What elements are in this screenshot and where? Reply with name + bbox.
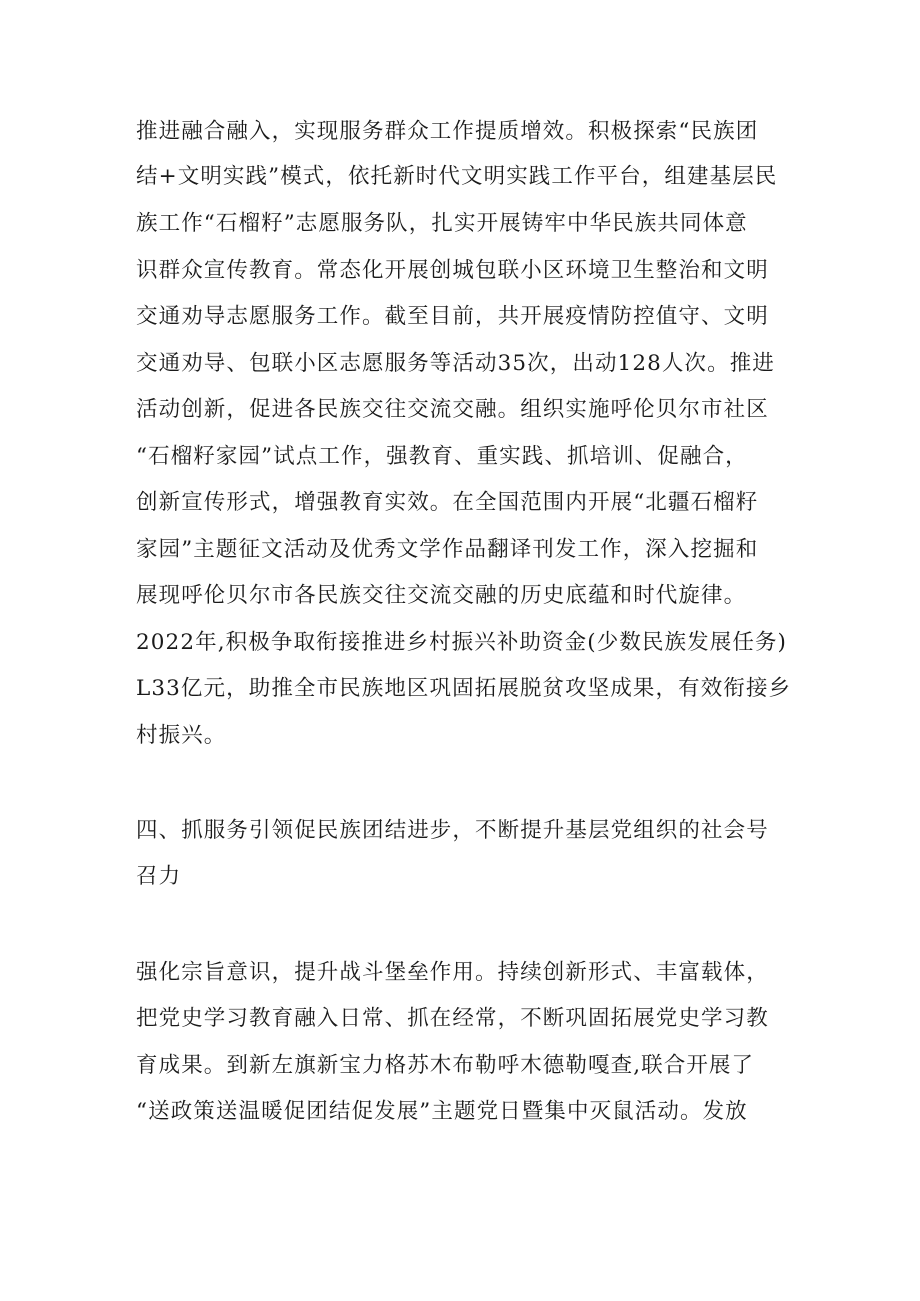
paragraph-1-line: 族工作“石榴籽”志愿服务队，扎实开展铸牢中华民族共同体意 — [136, 211, 748, 236]
paragraph-1-line: 推进融合融入，实现服务群众工作提质增效。积极探索“民族团 — [136, 119, 759, 144]
paragraph-2-line: 把党史学习教育融入日常、抓在经常，不断巩固拓展党史学习教 — [136, 1006, 769, 1031]
paragraph-1-line: 交通劝导、包联小区志愿服务等活动35次，出动128人次。推进 — [136, 351, 775, 376]
paragraph-1-line: “石榴籽家园”试点工作，强教育、重实践、抓培训、促融合， — [136, 444, 748, 469]
paragraph-2-line: “送政策送温暖促团结促发展”主题党日暨集中灭鼠活动。发放 — [136, 1099, 748, 1124]
paragraph-1-line: 家园”主题征文活动及优秀文学作品翻译刊发工作，深入挖掘和 — [136, 537, 759, 562]
paragraph-1-line: 村振兴。 — [136, 723, 227, 748]
paragraph-2-line: 育成果。到新左旗新宝力格苏木布勒呼木德勒嘎查,联合开展了 — [136, 1053, 755, 1078]
paragraph-1-line: 2022年,积极争取衔接推进乡村振兴补助资金(少数民族发展任务) — [136, 630, 788, 655]
paragraph-1-line: 展现呼伦贝尔市各民族交往交流交融的历史底蕴和时代旋律。 — [136, 583, 747, 608]
paragraph-1-line: 结+文明实践”模式，依托新时代文明实践工作平台，组建基层民 — [136, 164, 778, 189]
section-heading-line: 四、抓服务引领促民族团结进步，不断提升基层党组织的社会号 — [136, 818, 769, 843]
section-heading-line: 召力 — [136, 864, 182, 889]
paragraph-1-line: 创新宣传形式，增强教育实效。在全国范围内开展“北疆石榴籽 — [136, 490, 759, 515]
paragraph-1-line: 活动创新，促进各民族交往交流交融。组织实施呼伦贝尔市社区 — [136, 397, 769, 422]
paragraph-1-line: 识群众宣传教育。常态化开展创城包联小区环境卫生整治和文明 — [136, 258, 769, 283]
paragraph-1-line: 交通劝导志愿服务工作。截至目前，共开展疫情防控值守、文明 — [136, 304, 769, 329]
paragraph-1-line: L33亿元，助推全市民族地区巩固拓展脱贫攻坚成果，有效衔接乡 — [136, 676, 792, 701]
paragraph-2-line: 强化宗旨意识，提升战斗堡垒作用。持续创新形式、丰富载体， — [136, 960, 769, 985]
